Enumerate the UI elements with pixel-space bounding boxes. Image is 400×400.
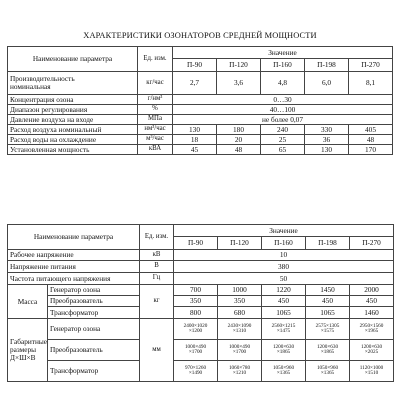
table-cell: 8,1 [349,72,393,95]
param-name: Расход воздуха номинальный [8,125,138,135]
param-name: Производительность номинальная [8,72,138,95]
table-row [8,72,393,95]
table-cell: 2,7 [173,72,217,95]
table-row [8,125,393,135]
model-header: П-198 [305,59,349,72]
table-cell: 1000×490 ×1700 [218,340,262,361]
table-cell: 1050×960 ×1365 [262,361,306,382]
model-header: П-90 [173,59,217,72]
table-row [8,135,393,145]
table-cell: 1220 [262,285,306,296]
table-cell: 350 [174,296,218,307]
component-name: Генератор озона [48,319,140,340]
table-cell: не более 0,07 [173,115,393,125]
table-cell: 450 [350,296,394,307]
table-cell: 700 [174,285,218,296]
table-cell: 970×1260 ×1490 [174,361,218,382]
table-cell: 1065 [306,307,350,319]
ozonator-dimensions-table [7,224,394,382]
table-cell: 1065 [262,307,306,319]
mass-unit: кг [140,285,174,319]
param-name: Концентрация озона [8,95,138,105]
table-cell: 1200×630 ×1865 [262,340,306,361]
table-cell: 350 [218,296,262,307]
table-row [8,285,394,296]
component-name: Преобразователь [48,296,140,307]
table-cell: 2950×1560 ×1965 [350,319,394,340]
table-row [8,95,393,105]
header-value: Значение [173,47,393,59]
table-cell: 4,8 [261,72,305,95]
table-row [8,261,394,273]
table-cell: 1460 [350,307,394,319]
page-title: ХАРАКТЕРИСТИКИ ОЗОНАТОРОВ СРЕДНЕЙ МОЩНОСТИ [83,31,317,40]
dimensions-unit: мм [140,319,174,382]
model-header: П-270 [349,59,393,72]
param-unit: кг/час [138,72,173,95]
table-row [8,296,394,307]
table-cell: 2575×1305 ×1575 [306,319,350,340]
param-name: Диапазон регулирования [8,105,138,115]
table-cell: 65 [261,145,305,155]
param-unit: м³/час [138,135,173,145]
param-name: Частота питающего напряжения [8,273,140,285]
table-row [8,115,393,125]
table-row [8,145,393,155]
table-cell: 40…100 [173,105,393,115]
param-name: Напряжение питания [8,261,140,273]
header-param: Наименование параметра [8,47,138,72]
table-cell: 2400×1020 ×1200 [174,319,218,340]
component-name: Трансформатор [48,307,140,319]
table-cell: 18 [173,135,217,145]
table-row [8,340,394,361]
table-row [8,273,394,285]
component-name: Преобразователь [48,340,140,361]
model-header: П-160 [261,59,305,72]
table-cell: 170 [349,145,393,155]
table-cell: 450 [262,296,306,307]
header-value: Значение [174,225,394,237]
table-cell: 180 [217,125,261,135]
table-cell: 1200×630 ×1865 [306,340,350,361]
table-cell: 2560×1215 ×1475 [262,319,306,340]
table-cell: 240 [261,125,305,135]
table-cell: 1450 [306,285,350,296]
table-cell: 36 [305,135,349,145]
table-cell: 2000 [350,285,394,296]
table-cell: 680 [218,307,262,319]
table-cell: 50 [174,273,394,285]
table-cell: 1000 [218,285,262,296]
param-unit: МПа [138,115,173,125]
dimensions-label: Габаритные размеры Д×Ш×В [8,319,48,382]
param-unit: кВ [140,250,174,261]
table-cell: 3,6 [217,72,261,95]
param-unit: кВА [138,145,173,155]
table-row [8,319,394,340]
table-cell: 45 [173,145,217,155]
param-unit: % [138,105,173,115]
param-name: Расход воды на охлаждение [8,135,138,145]
table-cell: 1060×780 ×1210 [218,361,262,382]
table-cell: 330 [305,125,349,135]
component-name: Трансформатор [48,361,140,382]
table-cell: 2430×1090 ×1310 [218,319,262,340]
model-header: П-120 [218,237,262,250]
header-unit: Ед. изм. [140,225,174,250]
table-cell: 130 [305,145,349,155]
component-name: Генератор озона [48,285,140,296]
header-param: Наименование параметра [8,225,140,250]
table-cell: 20 [217,135,261,145]
model-header: П-160 [262,237,306,250]
model-header: П-120 [217,59,261,72]
header-unit: Ед. изм. [138,47,173,72]
table-cell: 405 [349,125,393,135]
table-cell: 0…30 [173,95,393,105]
param-name: Рабочее напряжение [8,250,140,261]
table-cell: 380 [174,261,394,273]
table-cell: 450 [306,296,350,307]
table-cell: 1120×1000 ×1510 [350,361,394,382]
table-row [8,250,394,261]
param-unit: В [140,261,174,273]
model-header: П-198 [306,237,350,250]
table-cell: 25 [261,135,305,145]
table-row [8,105,393,115]
table-row [8,307,394,319]
param-name: Давление воздуха на входе [8,115,138,125]
table-cell: 1050×960 ×1365 [306,361,350,382]
table-cell: 130 [173,125,217,135]
table-cell: 800 [174,307,218,319]
mass-label: Масса [8,285,48,319]
table-cell: 6,0 [305,72,349,95]
medium-power-ozonators-table [7,46,393,155]
table-cell: 1000×490 ×1700 [174,340,218,361]
table-cell: 48 [217,145,261,155]
param-unit: нм³/час [138,125,173,135]
model-header: П-270 [350,237,394,250]
param-name: Установленная мощность [8,145,138,155]
param-unit: Гц [140,273,174,285]
param-unit: г/нм³ [138,95,173,105]
model-header: П-90 [174,237,218,250]
table-cell: 48 [349,135,393,145]
table-row [8,361,394,382]
table-cell: 10 [174,250,394,261]
table-cell: 1200×630 ×2025 [350,340,394,361]
